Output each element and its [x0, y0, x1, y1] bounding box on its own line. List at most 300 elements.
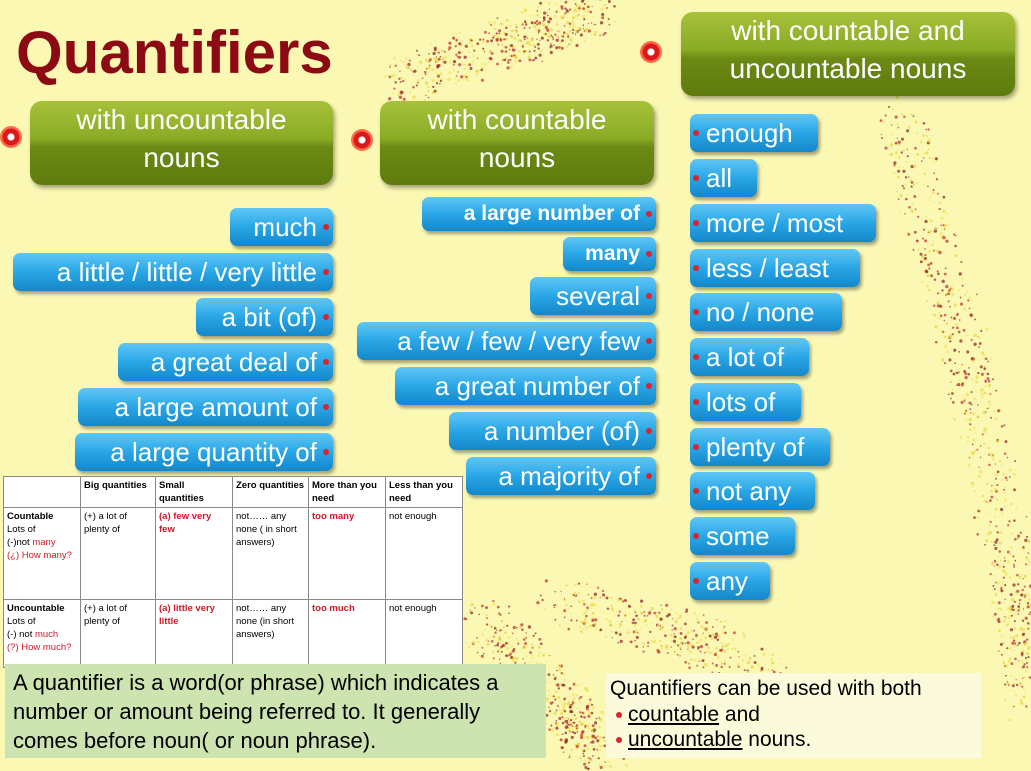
spray-speck [984, 392, 987, 395]
spray-speck [671, 608, 673, 610]
spray-speck [522, 29, 524, 31]
spray-speck [1007, 524, 1009, 526]
spray-speck [622, 600, 624, 602]
spray-speck [949, 340, 951, 342]
spray-speck [967, 464, 970, 467]
spray-speck [934, 172, 936, 174]
spray-speck [895, 142, 898, 145]
spray-speck [712, 663, 714, 665]
spray-speck [543, 21, 544, 22]
spray-speck [552, 36, 554, 38]
spray-speck [959, 328, 961, 330]
spray-speck [618, 626, 620, 628]
spray-speck [643, 646, 645, 648]
spray-speck [493, 636, 495, 638]
spray-speck [644, 615, 646, 617]
spray-speck [993, 585, 995, 587]
spray-speck [486, 40, 489, 43]
spray-speck [1025, 617, 1028, 620]
spray-speck [1000, 643, 1003, 646]
pill-label: lots of [706, 387, 776, 417]
spray-speck [424, 71, 426, 73]
spray-speck [660, 605, 661, 606]
spray-speck [987, 533, 989, 535]
spray-speck [950, 381, 952, 383]
spray-speck [585, 8, 587, 10]
spray-speck [1007, 682, 1009, 684]
spray-speck [562, 733, 564, 735]
spray-speck [988, 384, 991, 387]
spray-speck [980, 457, 981, 458]
spray-speck [939, 317, 942, 320]
spray-speck [494, 35, 495, 36]
spray-speck [974, 490, 976, 492]
spray-speck [661, 608, 664, 611]
spray-speck [425, 67, 426, 68]
spray-speck [482, 48, 484, 50]
spray-speck [975, 432, 976, 433]
spray-speck [935, 157, 938, 160]
spray-speck [543, 29, 544, 30]
spray-speck [508, 606, 510, 608]
spray-speck [956, 314, 958, 316]
table-header-cell: Big quantities [81, 477, 156, 508]
spray-speck [579, 5, 581, 7]
spray-speck [721, 666, 723, 668]
spray-speck [703, 633, 704, 634]
spray-speck [707, 646, 710, 649]
spray-speck [640, 627, 641, 628]
spray-speck [926, 285, 929, 288]
spray-speck [952, 389, 954, 391]
spray-speck [575, 3, 577, 5]
spray-speck [591, 740, 594, 743]
spray-speck [946, 350, 949, 353]
spray-speck [1028, 613, 1030, 615]
spray-speck [507, 61, 510, 64]
spray-speck [593, 24, 595, 26]
spray-speck [588, 702, 591, 705]
spray-speck [470, 67, 473, 70]
spray-speck [603, 738, 605, 740]
spray-speck [1020, 532, 1022, 534]
spray-speck [490, 39, 493, 42]
pill-label: several [556, 281, 640, 311]
spray-speck [994, 488, 997, 491]
spray-speck [500, 40, 501, 41]
spray-speck [994, 588, 996, 590]
spray-speck [548, 707, 549, 708]
note-countable: countable [628, 702, 720, 726]
spray-speck [494, 645, 496, 647]
spray-speck [927, 264, 930, 267]
spray-speck [582, 600, 585, 603]
spray-speck [560, 738, 563, 741]
spray-speck [722, 631, 724, 633]
spray-speck [576, 48, 577, 49]
spray-speck [575, 30, 577, 32]
spray-speck [578, 701, 580, 703]
spray-speck [1015, 634, 1017, 636]
spray-speck [549, 710, 552, 713]
row-sub-question: (?) How much? [7, 642, 72, 653]
spray-speck [730, 657, 732, 659]
spray-speck [927, 245, 929, 247]
header-uncountable [30, 101, 333, 185]
spray-speck [1014, 644, 1017, 647]
spray-speck [998, 607, 1000, 609]
spray-speck [1006, 479, 1007, 480]
spray-speck [731, 648, 733, 650]
spray-speck [534, 22, 537, 25]
spray-speck [558, 683, 560, 685]
spray-speck [576, 620, 578, 622]
spray-speck [891, 124, 893, 126]
spray-speck [583, 722, 585, 724]
spray-speck [953, 349, 956, 352]
spray-speck [585, 727, 586, 728]
spray-speck [968, 373, 971, 376]
spray-speck [594, 721, 597, 724]
spray-speck [988, 525, 990, 527]
pill-label: a little / little / very little [56, 257, 317, 287]
spray-speck [1013, 566, 1015, 568]
spray-speck [1026, 652, 1029, 655]
spray-speck [481, 63, 483, 65]
spray-speck [588, 709, 589, 710]
spray-speck [632, 618, 635, 621]
spray-speck [591, 730, 592, 731]
spray-speck [564, 710, 567, 713]
spray-speck [951, 317, 953, 319]
spray-speck [981, 352, 984, 355]
spray-speck [997, 409, 1000, 412]
spray-speck [567, 35, 569, 37]
spray-speck [405, 78, 407, 80]
spray-speck [888, 106, 890, 108]
spray-speck [497, 44, 499, 46]
spray-speck [526, 36, 527, 37]
spray-speck [416, 50, 418, 52]
note-line: Quantifiers can be used with both [610, 677, 922, 700]
spray-speck [1026, 638, 1028, 640]
spray-speck [1013, 706, 1014, 707]
spray-speck [994, 547, 997, 550]
spray-speck [1022, 689, 1024, 691]
spray-speck [939, 312, 941, 314]
spray-speck [428, 66, 431, 69]
pill-label: a great deal of [150, 347, 317, 377]
spray-speck [1024, 575, 1026, 577]
spray-speck [574, 591, 577, 594]
spray-speck [714, 653, 717, 656]
spray-speck [589, 624, 592, 627]
spray-speck [555, 3, 557, 5]
spray-speck [672, 624, 674, 626]
spray-speck [1025, 705, 1027, 707]
spray-speck [983, 499, 986, 502]
spray-speck [524, 8, 527, 11]
spray-speck [572, 697, 575, 700]
spray-speck [1023, 676, 1025, 678]
spray-speck [936, 302, 939, 305]
spray-speck [600, 16, 601, 17]
bullet-dot [693, 354, 699, 360]
spray-speck [969, 313, 972, 316]
spray-speck [674, 627, 677, 630]
bullet-dot [693, 578, 699, 584]
row-label: Countable [7, 511, 54, 522]
spray-speck [442, 59, 443, 60]
spray-speck [572, 29, 574, 31]
spray-speck [696, 641, 697, 642]
spray-speck [964, 413, 966, 415]
spray-speck [550, 29, 551, 30]
spray-speck [587, 9, 589, 11]
spray-speck [574, 10, 576, 12]
spray-speck [1008, 618, 1009, 619]
spray-speck [945, 285, 948, 288]
table-header-cell: Zero quantities [233, 477, 309, 508]
spray-speck [692, 646, 695, 649]
spray-speck [754, 661, 757, 664]
spray-speck [970, 403, 972, 405]
spray-speck [458, 63, 461, 66]
pill-label: a large amount of [114, 392, 317, 422]
spray-speck [471, 39, 473, 41]
spray-speck [954, 245, 957, 248]
spray-speck [497, 606, 500, 609]
header-countable-line2: nouns [478, 142, 556, 173]
spray-speck [572, 17, 575, 20]
spray-speck [664, 634, 667, 637]
spray-speck [991, 454, 994, 457]
spray-speck [548, 32, 550, 34]
spray-speck [612, 609, 615, 612]
spray-speck [567, 585, 568, 586]
spray-speck [582, 730, 585, 733]
spray-speck [1003, 620, 1005, 622]
spray-speck [572, 726, 574, 728]
spray-speck [605, 636, 607, 638]
spray-speck [738, 656, 739, 657]
spray-speck [967, 335, 969, 337]
spray-speck [496, 33, 498, 35]
spray-speck [936, 178, 938, 180]
spray-speck [592, 755, 594, 757]
spray-speck [476, 42, 479, 45]
spray-speck [907, 149, 908, 150]
spray-speck [630, 640, 633, 643]
spray-speck [907, 194, 908, 195]
spray-speck [992, 378, 994, 380]
spray-speck [903, 187, 905, 189]
table-cell: not…… any none (in short answers) [233, 600, 309, 668]
spray-speck [487, 61, 489, 63]
spray-speck [591, 22, 593, 24]
spray-speck [513, 45, 515, 47]
spray-speck [908, 126, 911, 129]
spray-speck [693, 630, 695, 632]
spray-speck [712, 633, 715, 636]
spray-speck [538, 652, 540, 654]
spray-speck [933, 304, 935, 306]
spray-speck [1002, 582, 1004, 584]
spray-speck [1011, 662, 1014, 665]
spray-speck [911, 181, 914, 184]
spray-speck [885, 115, 887, 117]
spray-speck [1004, 499, 1007, 502]
spray-speck [928, 219, 930, 221]
spray-speck [971, 339, 973, 341]
spray-speck [479, 39, 481, 41]
spray-speck [680, 654, 681, 655]
spray-speck [430, 42, 432, 44]
spray-speck [599, 726, 601, 728]
spray-speck [984, 380, 987, 383]
spray-speck [687, 631, 690, 634]
spray-speck [512, 632, 514, 634]
spray-speck [569, 695, 571, 697]
spray-speck [924, 220, 927, 223]
spray-speck [942, 210, 945, 213]
spray-speck [662, 620, 663, 621]
spray-speck [968, 456, 969, 457]
spray-speck [913, 249, 915, 251]
spray-speck [559, 32, 561, 34]
spray-speck [436, 56, 437, 57]
spray-speck [593, 16, 594, 17]
spray-speck [555, 727, 558, 730]
spray-speck [619, 633, 622, 636]
header-countable-line1: with countable [427, 104, 607, 135]
spray-speck [595, 588, 597, 590]
spray-speck [597, 750, 598, 751]
spray-speck [969, 308, 971, 310]
spray-speck [896, 191, 898, 193]
spray-speck [477, 58, 478, 59]
spray-speck [973, 516, 976, 519]
spray-speck [586, 705, 589, 708]
spray-speck [954, 362, 956, 364]
spray-speck [419, 61, 422, 64]
header-both-line1: with countable and [731, 15, 965, 46]
spray-speck [500, 654, 501, 655]
spray-speck [1004, 584, 1006, 586]
spray-speck [701, 625, 704, 628]
spray-speck [985, 411, 986, 412]
spray-speck [610, 605, 612, 607]
spray-speck [536, 601, 539, 604]
spray-speck [1015, 678, 1017, 680]
spray-speck [933, 241, 934, 242]
spray-speck [1019, 576, 1022, 579]
spray-speck [462, 41, 463, 42]
spray-speck [471, 45, 473, 47]
spray-speck [679, 637, 682, 640]
spray-speck [960, 436, 963, 439]
spray-speck [575, 44, 578, 47]
spray-speck [952, 319, 954, 321]
bullet-dot [646, 428, 652, 434]
spray-speck [400, 91, 403, 94]
spray-speck [922, 238, 924, 240]
spray-speck [981, 327, 983, 329]
spray-speck [921, 282, 923, 284]
spray-speck [518, 59, 521, 62]
spray-speck [498, 636, 500, 638]
spray-speck [930, 274, 933, 277]
spray-speck [621, 621, 622, 622]
spray-speck [549, 8, 550, 9]
spray-speck [921, 160, 923, 162]
spray-speck [554, 34, 556, 36]
spray-speck [531, 643, 534, 646]
spray-speck [563, 752, 564, 753]
spray-speck [934, 325, 937, 328]
spray-speck [1021, 686, 1023, 688]
spray-speck [393, 57, 396, 60]
spray-speck [690, 658, 692, 660]
spray-speck [578, 592, 581, 595]
spray-speck [910, 208, 913, 211]
bullet-dot [693, 130, 699, 136]
spray-speck [579, 626, 581, 628]
spray-speck [557, 31, 558, 32]
spray-speck [738, 666, 740, 668]
spray-speck [532, 647, 534, 649]
spray-speck [937, 270, 939, 272]
spray-speck [540, 12, 541, 13]
spray-speck [569, 8, 571, 10]
spray-speck [685, 643, 686, 644]
spray-speck [524, 27, 526, 29]
spray-speck [971, 378, 974, 381]
spray-speck [678, 617, 680, 619]
spray-speck [727, 649, 729, 651]
spray-speck [1004, 452, 1006, 454]
spray-speck [708, 632, 710, 634]
spray-speck [555, 11, 557, 13]
spray-speck [567, 717, 569, 719]
spray-speck [723, 650, 726, 653]
spray-speck [928, 128, 930, 130]
pill-label: many [585, 242, 640, 265]
spray-speck [561, 593, 562, 594]
spray-speck [656, 612, 658, 614]
pill-label: a great number of [434, 371, 640, 401]
spray-speck [1017, 605, 1020, 608]
spray-speck [910, 113, 913, 116]
pill-both [690, 562, 770, 600]
spray-speck [1021, 654, 1024, 657]
spray-speck [450, 59, 451, 60]
spray-speck [988, 401, 990, 403]
spray-speck [505, 647, 507, 649]
spray-speck [994, 560, 997, 563]
spray-speck [506, 66, 509, 69]
spray-speck [1021, 574, 1023, 576]
spray-speck [500, 647, 502, 649]
spray-speck [1017, 645, 1019, 647]
spray-speck [982, 495, 985, 498]
spray-speck [717, 656, 719, 658]
spray-speck [556, 723, 559, 726]
spray-speck [455, 83, 456, 84]
spray-speck [686, 608, 688, 610]
spray-speck [588, 757, 590, 759]
spray-speck [555, 690, 558, 693]
